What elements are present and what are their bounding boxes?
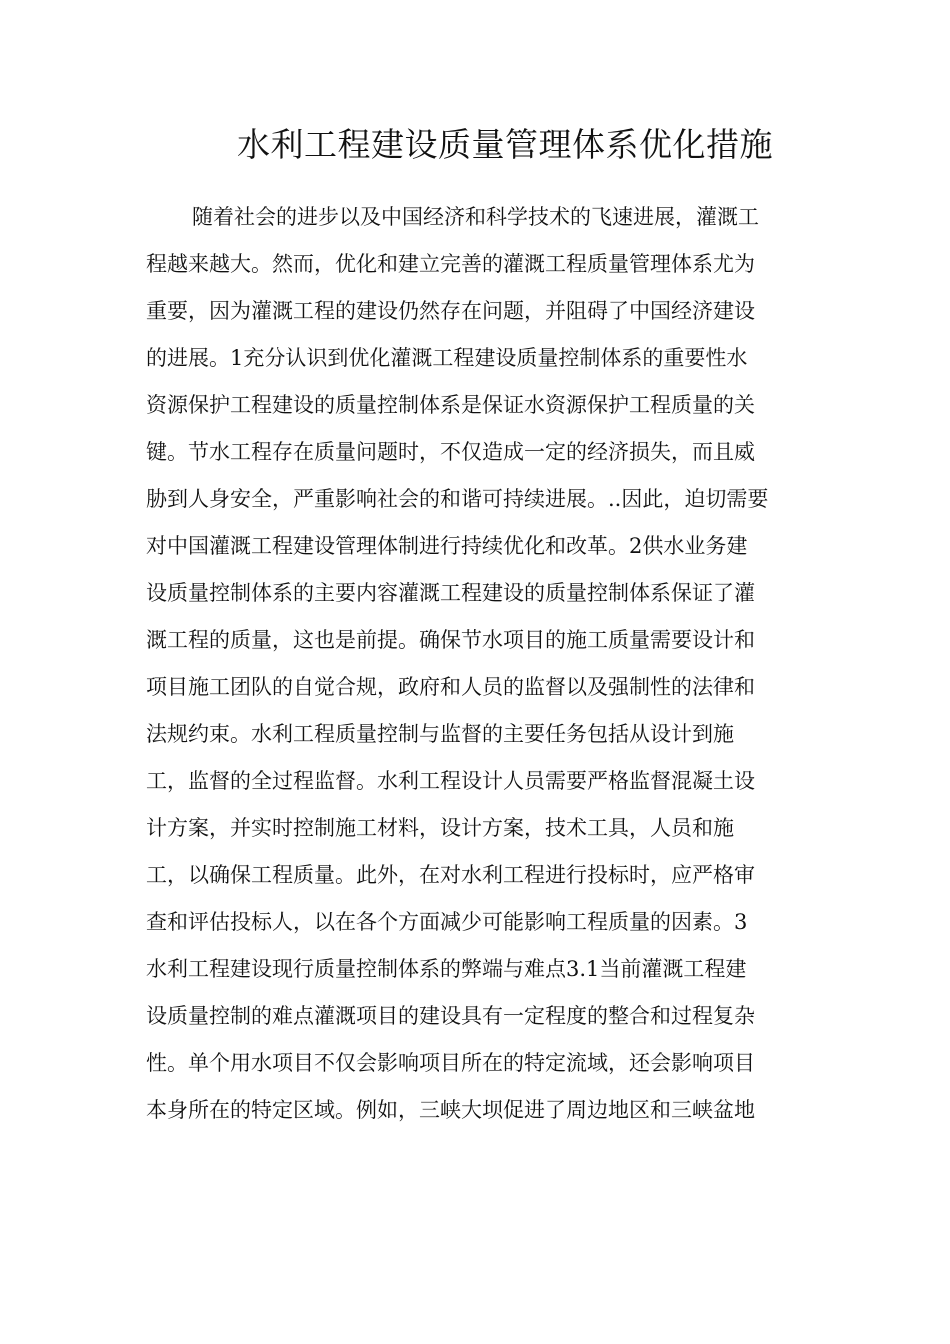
text-line: 资源保护工程建设的质量控制体系是保证水资源保护工程质量的关: [146, 393, 755, 417]
document-title: 水利工程建设质量管理体系优化措施: [237, 125, 773, 164]
text-line: 对中国灌溉工程建设管理体制进行持续优化和改革。2供水业务建: [146, 534, 748, 558]
body-paragraph: [146, 194, 826, 1134]
text-line: 设质量控制体系的主要内容灌溉工程建设的质量控制体系保证了灌: [146, 581, 755, 605]
text-line: 胁到人身安全，严重影响社会的和谐可持续进展。..因此，迫切需要: [146, 487, 769, 511]
text-line: 键。节水工程存在质量问题时，不仅造成一定的经济损失，而且威: [146, 440, 755, 464]
text-line: 性。单个用水项目不仅会影响项目所在的特定流域，还会影响项目: [146, 1051, 755, 1075]
text-line: 溉工程的质量，这也是前提。确保节水项目的施工质量需要设计和: [146, 628, 755, 652]
text-line: 的进展。1充分认识到优化灌溉工程建设质量控制体系的重要性水: [146, 346, 748, 370]
text-line: 本身所在的特定区域。例如，三峡大坝促进了周边地区和三峡盆地: [146, 1098, 755, 1122]
text-line: 项目施工团队的自觉合规，政府和人员的监督以及强制性的法律和: [146, 675, 755, 699]
text-line: 程越来越大。然而，优化和建立完善的灌溉工程质量管理体系尤为: [146, 252, 755, 276]
text-line: 水利工程建设现行质量控制体系的弊端与难点3.1当前灌溉工程建: [146, 957, 747, 981]
text-line: 设质量控制的难点灌溉项目的建设具有一定程度的整合和过程复杂: [146, 1004, 755, 1028]
text-line: 工，监督的全过程监督。水利工程设计人员需要严格监督混凝土设: [146, 769, 755, 793]
text-line: 法规约束。水利工程质量控制与监督的主要任务包括从设计到施: [146, 722, 734, 746]
text-line: 计方案，并实时控制施工材料，设计方案，技术工具，人员和施: [146, 816, 734, 840]
text-line: 重要，因为灌溉工程的建设仍然存在问题，并阻碍了中国经济建设: [146, 299, 755, 323]
text-line: 工，以确保工程质量。此外，在对水利工程进行投标时，应严格审: [146, 863, 755, 887]
text-line: 查和评估投标人，以在各个方面减少可能影响工程质量的因素。3: [146, 910, 748, 934]
text-line: 随着社会的进步以及中国经济和科学技术的飞速进展，灌溉工: [192, 205, 759, 229]
